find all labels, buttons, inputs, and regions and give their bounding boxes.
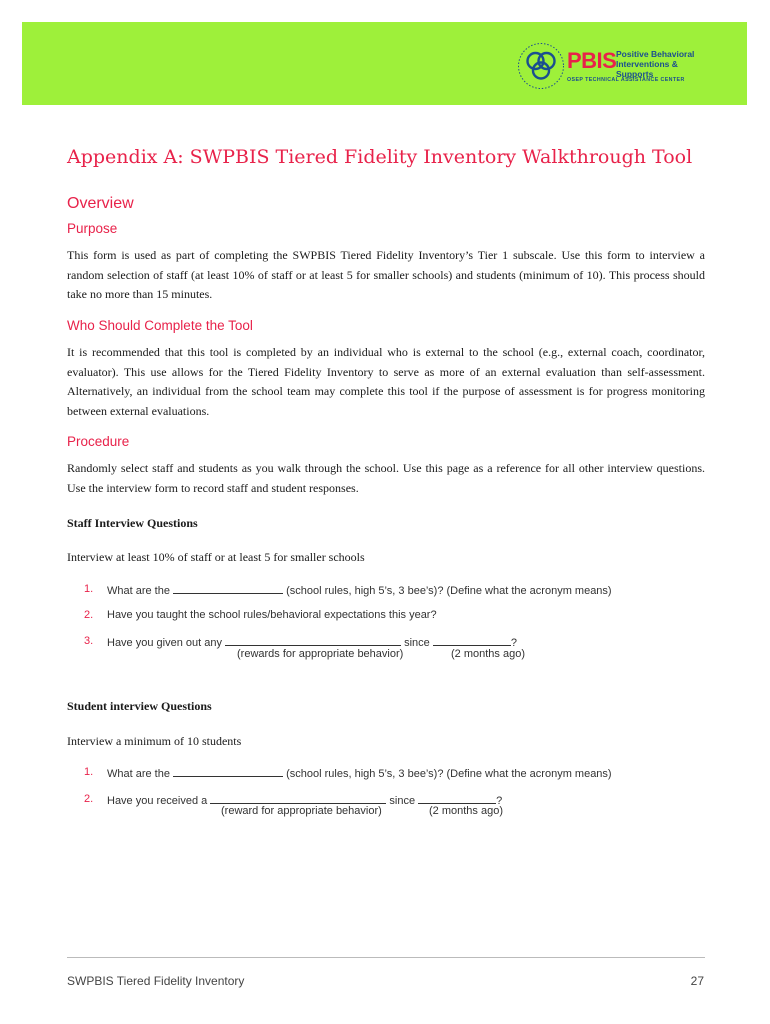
who-heading: Who Should Complete the Tool	[67, 318, 253, 333]
student-q2-since: since	[389, 795, 416, 807]
staff-q2-number: 2.	[84, 609, 94, 621]
footer-divider	[67, 957, 705, 958]
procedure-text: Randomly select staff and students as you walk through the school. Use this page as a reference for all other interview questions. Use the interview form to record staff and student responses.	[67, 461, 705, 495]
student-q2-date-blank[interactable]	[418, 793, 496, 804]
who-text: It is recommended that this tool is completed by an individual who is external to the school (e.g., external coach, coordinator, evaluator). This use allows for the Tiered Fidelity Inventory to serve as more of an external evaluation than self-assessment. Alternatively, an individual from the school team may complete this tool if the purpose of assessment is for progress monitoring between external evaluations.	[67, 345, 705, 419]
staff-q3-number: 3.	[84, 635, 94, 647]
student-q2-date-caption: (2 months ago)	[429, 805, 503, 817]
staff-q1-suffix: (school rules, high 5’s, 3 bee’s)? (Define what the acronym means)	[286, 585, 612, 597]
footer-title: SWPBIS Tiered Fidelity Inventory	[67, 974, 245, 988]
student-q2-number: 2.	[84, 793, 94, 805]
pbis-rings-icon	[515, 40, 567, 92]
student-q1	[107, 766, 612, 780]
staff-instruction: Interview at least 10% of staff or at least 5 for smaller schools	[67, 550, 365, 564]
student-q2-end: ?	[496, 795, 503, 807]
page-number: 27	[690, 974, 704, 988]
student-instruction: Interview a minimum of 10 students	[67, 734, 242, 748]
student-q1-blank[interactable]	[173, 766, 283, 777]
staff-questions-heading: Staff Interview Questions	[67, 516, 198, 530]
staff-q1	[107, 583, 612, 597]
student-q1-prefix: What are the	[107, 768, 170, 780]
purpose-heading: Purpose	[67, 221, 118, 236]
staff-q3-since: since	[404, 637, 430, 649]
pbis-logo	[515, 40, 715, 92]
student-q2-reward-blank[interactable]	[210, 793, 386, 804]
purpose-text: This form is used as part of completing the SWPBIS Tiered Fidelity Inventory’s Tier 1 subscale. Use this form to interview a random selection of staff (at least 10% of staff or at least 5 for smaller schools) and students (minimum of 10). This process should take no more than 15 minutes.	[67, 248, 705, 302]
overview-heading: Overview	[67, 195, 134, 212]
logo-wordmark: PBIS	[567, 48, 617, 73]
staff-q3	[107, 635, 517, 649]
student-q2-prefix: Have you received a	[107, 795, 208, 807]
student-questions-heading: Student interview Questions	[67, 699, 212, 713]
staff-q1-number: 1.	[84, 583, 94, 595]
procedure-heading: Procedure	[67, 434, 130, 449]
student-q2-reward-caption: (reward for appropriate behavior)	[221, 805, 382, 817]
logo-tagline-line-1: Positive Behavioral	[616, 49, 695, 59]
staff-q1-prefix: What are the	[107, 585, 170, 597]
student-q1-number: 1.	[84, 766, 94, 778]
staff-q2: Have you taught the school rules/behavioral expectations this year?	[107, 609, 437, 621]
staff-q3-date-caption: (2 months ago)	[451, 648, 525, 660]
staff-q3-end: ?	[510, 637, 517, 649]
staff-q3-reward-blank[interactable]	[225, 635, 401, 646]
staff-q1-blank[interactable]	[173, 583, 283, 594]
page-title: Appendix A: SWPBIS Tiered Fidelity Inventory Walkthrough Tool	[67, 146, 693, 168]
staff-q3-prefix: Have you given out any	[107, 637, 222, 649]
staff-q3-date-blank[interactable]	[433, 635, 511, 646]
student-q1-suffix: (school rules, high 5’s, 3 bee’s)? (Define what the acronym means)	[286, 768, 612, 780]
logo-tagline	[616, 49, 711, 79]
staff-q3-reward-caption: (rewards for appropriate behavior)	[237, 648, 404, 660]
logo-center-name: OSEP TECHNICAL ASSISTANCE CENTER	[567, 77, 685, 83]
logo-tagline-line-2: Interventions & Supports	[616, 59, 678, 79]
